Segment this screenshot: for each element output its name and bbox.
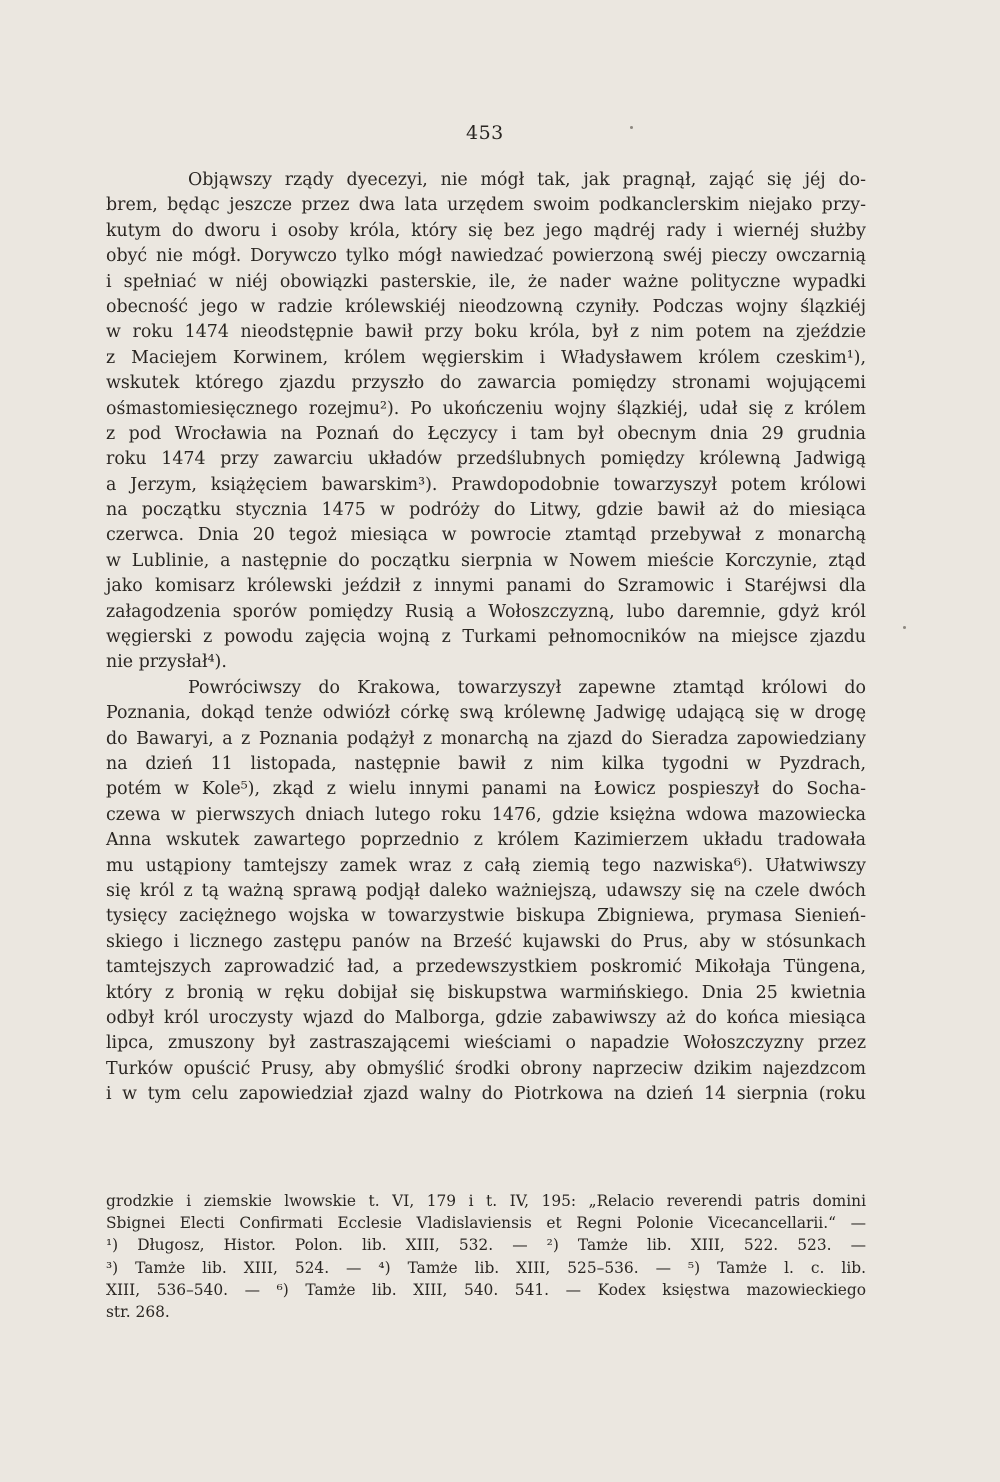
body-line: który z bronią w ręku dobijał się biskupstwa warmińskiego. Dnia 25 kwietnia (106, 982, 866, 1003)
body-line: Turków opuścić Prusy, aby obmyślić środki obrony naprzeciw dzikim najezdzcom (106, 1058, 866, 1079)
body-line: wskutek którego zjazdu przyszło do zawarcia pomiędzy stronami wojującemi (106, 373, 866, 394)
footnote-line: XIII, 536–540. — ⁶) Tamże lib. XIII, 540. 541. — Kodex księstwa mazowieckiego (106, 1280, 866, 1299)
body-line: tysięcy zaciężnego wojska w towarzystwie biskupa Zbigniewa, prymasa Sienień- (106, 906, 866, 927)
body-line: nie przysłał⁴). (106, 652, 227, 673)
body-line: tamtejszych zaprowadzić ład, a przedewszystkiem poskromić Mikołaja Tüngena, (106, 957, 866, 978)
body-line: załagodzenia sporów pomiędzy Rusią a Wołoszczyzną, lubo daremnie, gdyż król (106, 601, 866, 622)
body-line: obecność jego w radzie królewskiéj nieodzowną czyniły. Podczas wojny ślązkiéj (106, 296, 866, 317)
footnotes (106, 1190, 866, 1323)
body-line: czerwca. Dnia 20 tegoż miesiąca w powrocie ztamtąd przebywał z monarchą (106, 525, 866, 546)
body-line: ośmastomiesięcznego rozejmu²). Po ukończeniu wojny ślązkiéj, udał się z królem (106, 398, 866, 419)
body-line: z pod Wrocławia na Poznań do Łęczycy i tam był obecnym dnia 29 grudnia (106, 423, 866, 444)
body-line: Poznania, dokąd tenże odwiózł córkę swą królewnę Jadwigę udającą się w drogę (106, 703, 866, 724)
body-line: kutym do dworu i osoby króla, który się bez jego mądréj rady i wiernéj służby (106, 220, 866, 241)
body-line: roku 1474 przy zawarciu układów przedślubnych pomiędzy królewną Jadwigą (106, 449, 866, 470)
body-line: do Bawaryi, a z Poznania podążył z monarchą na zjazd do Sieradza zapowiedziany (106, 728, 866, 749)
page-number: 453 (466, 122, 504, 144)
body-line: i w tym celu zapowiedział zjazd walny do Piotrkowa na dzień 14 sierpnia (roku (106, 1084, 866, 1105)
footnote-line: grodzkie i ziemskie lwowskie t. VI, 179 i t. IV, 195: „Relacio reverendi patris domini (106, 1192, 866, 1210)
body-line: węgierski z powodu zajęcia wojną z Turkami pełnomocników na miejsce zjazdu (106, 627, 866, 648)
footnote-line: ³) Tamże lib. XIII, 524. — ⁴) Tamże lib. XIII, 525–536. — ⁵) Tamże l. c. lib. (106, 1258, 866, 1277)
print-speck (903, 626, 906, 629)
body-line: z Maciejem Korwinem, królem węgierskim i Władysławem królem czeskim¹), (106, 347, 866, 368)
body-line: Anna wskutek zawartego poprzednio z królem Kazimierzem układu tradowała (106, 830, 866, 851)
body-line: obyć nie mógł. Dorywczo tylko mógł nawiedzać powierzoną swéj pieczy owczarnią (106, 246, 866, 267)
body-line: się król z tą ważną sprawą podjął daleko ważniejszą, udawszy się na czele dwóch (106, 880, 866, 901)
body-line: a Jerzym, książęciem bawarskim³). Prawdopodobnie towarzyszył potem królowi (106, 474, 866, 495)
body-line: mu ustąpiony tamtejszy zamek wraz z całą ziemią tego nazwiska⁶). Ułatwiwszy (106, 855, 866, 876)
body-line: i spełniać w niéj obowiązki pasterskie, ile, że nader ważne polityczne wypadki (106, 271, 866, 292)
body-text (106, 168, 866, 1107)
print-speck (630, 126, 633, 129)
body-line: odbył król uroczysty wjazd do Malborga, gdzie zabawiwszy aż do końca miesiąca (106, 1007, 866, 1028)
body-line: jako komisarz królewski jeździł z innymi panami do Szramowic i Staréjwsi dla (106, 576, 866, 597)
body-line: brem, będąc jeszcze przez dwa lata urzędem swoim podkanclerskim niejako przy- (106, 195, 866, 216)
body-line: Powróciwszy do Krakowa, towarzyszył zapewne ztamtąd królowi do (188, 677, 866, 698)
footnote-line: str. 268. (106, 1302, 170, 1321)
body-line: w Lublinie, a następnie do początku sierpnia w Nowem mieście Korczynie, ztąd (106, 550, 866, 571)
body-line: lipca, zmuszony był zastraszającemi wieściami o napadzie Wołoszczyzny przez (106, 1033, 866, 1054)
body-line: na dzień 11 listopada, następnie bawił z nim kilka tygodni w Pyzdrach, (106, 753, 866, 774)
body-line: na początku stycznia 1475 w podróży do Litwy, gdzie bawił aż do miesiąca (106, 500, 866, 521)
body-line: w roku 1474 nieodstępnie bawił przy boku króla, był z nim potem na zjeździe (106, 322, 866, 343)
footnote-line: ¹) Długosz, Histor. Polon. lib. XIII, 532. — ²) Tamże lib. XIII, 522. 523. — (106, 1236, 866, 1255)
body-line: skiego i licznego zastępu panów na Brześć kujawski do Prus, aby w stósunkach (106, 931, 866, 952)
body-line: Objąwszy rządy dyecezyi, nie mógł tak, jak pragnął, zająć się jéj do- (188, 170, 866, 190)
footnote-line: Sbignei Electi Confirmati Ecclesie Vladislaviensis et Regni Polonie Vicecancellarii.“ — (106, 1214, 866, 1233)
body-line: potém w Kole⁵), zkąd z wielu innymi panami na Łowicz pospieszył do Socha- (106, 779, 866, 800)
body-line: czewa w pierwszych dniach lutego roku 1476, gdzie księżna wdowa mazowiecka (106, 804, 866, 825)
